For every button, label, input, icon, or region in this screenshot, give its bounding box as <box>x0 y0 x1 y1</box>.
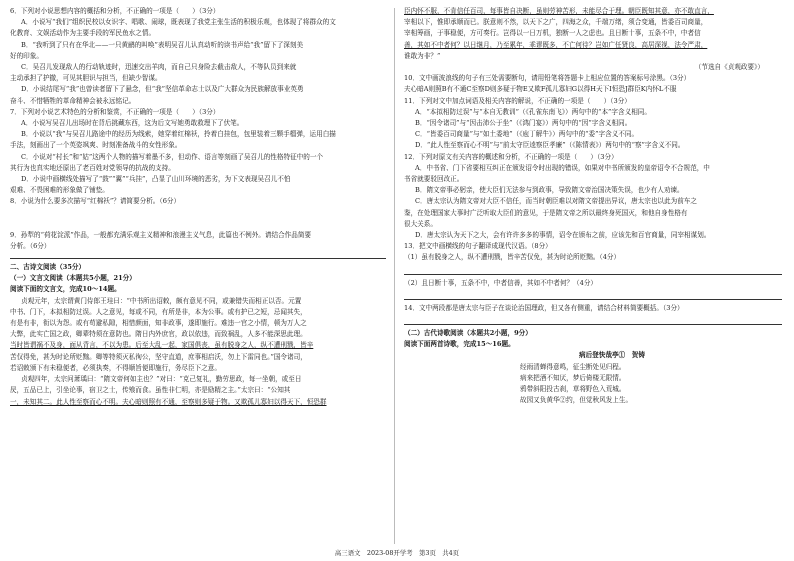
column-divider <box>394 8 395 544</box>
right-line-19: 很大关系。 <box>404 219 437 228</box>
right-line-0: 臣内怀不服，不肯信任百司，每事皆自决断，虽则劳神苦形，未能尽合于理。朝臣既知其意，亦不敢直言， <box>404 7 714 15</box>
right-line-28: （二）古代诗歌阅读（本题共2小题，9分） <box>404 329 532 338</box>
right-line-14: A．中书省、门下省要相互纠正在颁发诏令时出现的错误，如果对中书所颁发的皇帝诏令不合规范，中 <box>415 163 710 172</box>
left-line-31: 苦仅得免，甚为时论所贬黜。卿等特须灭私徇公，坚守直道，庶事相启沃，勿上下雷同也。”国令诸司， <box>10 352 307 361</box>
right-line-5: （节选自《贞观政要》） <box>694 63 764 72</box>
left-line-2: 化教育、文娱活动作为主要手段的军民鱼水之情。 <box>10 29 156 38</box>
left-line-29: 大弊，此实亡国之政，卿辈特须在意防也。隋日内外庶官，政以依违，而致祸乱，人多不能深思此理。 <box>10 330 307 339</box>
left-line-14: 其行为也真实地还原出了老百姓对党领导的抗战的支持。 <box>10 163 175 172</box>
left-line-33: 贞观四年，太宗问萧瑀曰：“隋文帝何如主也？”对曰：“克己复礼，勤劳思政，每一坐朝，或至日 <box>21 375 302 384</box>
right-line-15: 书省就要驳回改正。 <box>404 175 464 184</box>
page-footer: 高三语文 2023-08开学考 第3页 共4页 <box>334 549 460 557</box>
right-line-16: B．隋文帝事必躬亲，使大臣们无法参与到政事，导致隋文帝治国决策失误，也少有人劝谏。 <box>415 186 684 195</box>
right-line-25 <box>404 289 782 300</box>
left-line-0: 6．下列对小说思想内容的概括和分析，不正确的一项是（ ）（3分） <box>10 7 220 15</box>
right-line-9: A．“本拟相防过误”与“本自无教训”（《孔雀东南飞》）两句中的“本”字含义相同。 <box>415 107 651 116</box>
left-line-19 <box>10 219 386 230</box>
right-line-1: 宰相以下，惟即承顺而已。朕意则不然，以天下之广，四海之众，千端万绪，须合变通，皆委百司商量， <box>404 18 708 27</box>
left-line-34: 昃，五品已上，引坐论事，宿卫之士，传飧而食。虽性非仁明，亦是励精之主。”太宗曰：“公知其 <box>10 386 291 395</box>
left-column <box>10 6 386 408</box>
left-line-3: B．“我听到了只有在华北——一只黄鹂的叫唤”表明吴召儿认真动听的读书声给“我”留下了深刻美 <box>21 40 304 49</box>
left-line-24: （一）文言文阅读（本题共5小题，21分） <box>10 274 136 283</box>
left-line-15: D．小说中画横线处描写了“鼓”“翼”“兵挂”，凸显了山川环境的恶劣，为下文表现吴召儿不怕 <box>21 175 291 184</box>
right-line-23 <box>404 264 782 275</box>
right-line-32: 病来把酒不知厌，梦后倚楼无限情。 <box>520 373 626 382</box>
left-line-5: C．吴召儿发现敌人的行动轨迹时，迅速交出羊肉，而自己只身险去截击敌人，不等队员到来就 <box>21 63 297 72</box>
right-line-13: 12．下列对原文有关内容的概述和分析，不正确的一项是（ ）（3分） <box>404 152 618 161</box>
left-line-7: D．小说结尾写“我”也曾读者留下了悬念，但“我”坚信革命志士以及广大群众为民族解放事业英勇 <box>21 85 304 94</box>
left-line-32: 若诏敕颁下有未稳便者，必须执奏，不得顺旨便即施行，务尽臣下之意。 <box>10 363 221 372</box>
right-line-30: 病后登快哉亭① 贺铸 <box>579 351 645 360</box>
left-line-27: 中书、门下，本拟相防过误。人之意见，每或不同，有所是非，本为公事。或有护已之短，忌闻其失， <box>10 307 307 316</box>
right-line-21: 13．把文中画横线的句子翻译成现代汉语。（8分） <box>404 242 552 251</box>
left-line-30: 当时皆谓祸不及身，面从背言，不以为患。后至大乱一起，家国俱丧，虽有脱身之人，纵不遭刑戮，皆辛 <box>10 341 314 350</box>
right-line-31: 经雨清蝉得意鸣，征尘断处见归程。 <box>520 362 626 371</box>
left-line-23: 二、古诗文阅读（35分） <box>10 263 86 272</box>
left-line-18 <box>10 208 386 219</box>
right-line-33: 鸦带斜阳投古刹，草将野色入荒城。 <box>520 385 626 394</box>
left-line-16: 艰难、不畏困难的形象做了铺垫。 <box>10 186 109 195</box>
left-line-17: 8．小说为什么要多次描写“红棉袄”？请简要分析。（6分） <box>10 197 181 206</box>
left-line-4: 好的印象。 <box>10 51 43 60</box>
left-line-21: 分析。（6分） <box>10 241 51 250</box>
right-line-10: B．“因令诸司”与“因击沛公于坐”（《鸿门宴》）两句中的“因”字含义相同。 <box>415 119 632 128</box>
left-line-12: 手法，刻画出了一个英姿飒爽、时刻准备战斗的女性形象。 <box>10 141 182 150</box>
left-line-35: 一，未知其二。此人性至察而心不明。夫心暗则照有不通，至察则多疑于物。又欺孤儿寡妇以得天下，恒恐群 <box>10 397 327 406</box>
right-line-24: （2）且日断十事，五条不中，中者信善，其如不中者何？（4分） <box>404 278 598 287</box>
right-line-11: C．“皆委百司商量”与“如土委地”（《庖丁解牛》）两句中的“委”字含义不同。 <box>415 130 639 139</box>
left-line-6: 主动承担了护撤，可见其胆识与担当，但缺少智谋。 <box>10 74 162 83</box>
left-line-1: A．小说写“我们”组织民校以女识字、唱歌、闹球，既表现了我党主张生活的积极乐观，也体现了将群众的文 <box>21 18 336 27</box>
left-line-25: 阅读下面的文言文，完成10～14题。 <box>10 285 121 294</box>
left-line-26: 贞观元年，太宗谓黄门侍郎王珪曰：“中书所出诏敕，颇有意见不同，或兼错失而相正以否。元置 <box>21 296 302 305</box>
left-line-13: C．小说对“村长”和“姑”这两个人物的描写着墨不多，但动作、语言等刻画了吴召儿的性格特征中的一个 <box>21 152 324 161</box>
right-line-12: D．“此人性至察而心不明”与“前太守臣逵察臣孝廉”（《陈情表》）两句中的“察”字含义不同。 <box>415 141 685 150</box>
left-line-9: 7．下列对小说艺术特色的分析和鉴赏，不正确的一项是（ ）（3分） <box>10 107 220 116</box>
right-line-7: 夫心暗A则照B有不通C至察D则多疑于物E又欺F孤儿寡妇G以得H天下I恒恐J群臣K内怀L不服 <box>404 85 677 94</box>
right-line-34: 故园又负黄华②约，但觉秋风发上生。 <box>520 396 633 405</box>
right-line-4: 谁敢为非？” <box>404 51 441 60</box>
left-line-20: 9．孙犁的“荷花淀派”作品，一般都充满乐观主义精神和浪漫主义气息，此篇也不例外。请结合作品简要 <box>10 230 312 239</box>
left-line-28: 有是有非，衔以为怨。或有苟避私隙，相惜颜面，知非政事，遂即施行。难违一官之小情，顿为万人之 <box>10 319 307 328</box>
right-line-20: D．唐太宗认为天下之大，会有许许多多的事情，诏令在颁布之前，应该先和百官商量，同宰相谋划。 <box>415 231 711 240</box>
right-line-22: （1）虽有脱身之人，纵不遭刑戮，皆辛苦仅免，甚为时论所贬黜。（4分） <box>404 253 621 262</box>
left-line-8: 奋斗、不惜牺牲的革命精神会被永远铭记。 <box>10 96 136 105</box>
right-line-17: C．唐太宗认为隋文帝对大臣不信任，而当时朝臣难以对隋文帝提出异议，唐太宗也以此为前车之 <box>415 197 697 206</box>
right-line-27 <box>404 314 782 325</box>
right-line-8: 11．下列对文中加点词语及相关内容的解说，不正确的一项是（ ）（3分） <box>404 96 631 105</box>
left-line-10: A．小说写吴召儿出场时在背后挑藏东西，这为后文写她勇敢救理下了伏笔。 <box>21 119 244 128</box>
right-line-29: 阅读下面两首诗歌，完成15～16题。 <box>404 340 515 349</box>
right-line-2: 宰相筹画，于事稳便，方可奏行。岂得以一日万机，独断一人之虑也。且日断十事，五条不中，中者信 <box>404 29 701 38</box>
right-line-18: 鉴，在处理国家大事时广泛听取大臣们的意见，于是隋文帝之所以最终身死国灭，和他自身性格有 <box>404 208 688 217</box>
left-line-22 <box>10 258 386 259</box>
left-line-11: B．小说以“我”与吴召儿路途中的经历为线索，她穿着红棉袄，拎着白挂包，包里装着三颗手榴弹，运用白描 <box>21 130 336 139</box>
right-line-3: 善，其如不中者何？以日继月，乃至累年，乖谬既多，不亡何待？岂如广任贤良，高居深视，法令严肃， <box>404 40 708 49</box>
right-line-26: 14．文中两段都是唐太宗与臣子在谈论治国理政，但又各有侧重，请结合材料简要概括。（3分） <box>404 303 684 312</box>
right-column <box>404 6 782 407</box>
right-line-6: 10．文中画波浪线的句子有三处需要断句，请用铅笔将答题卡上相应位置的答案标号涂黑。（3分） <box>404 74 691 83</box>
